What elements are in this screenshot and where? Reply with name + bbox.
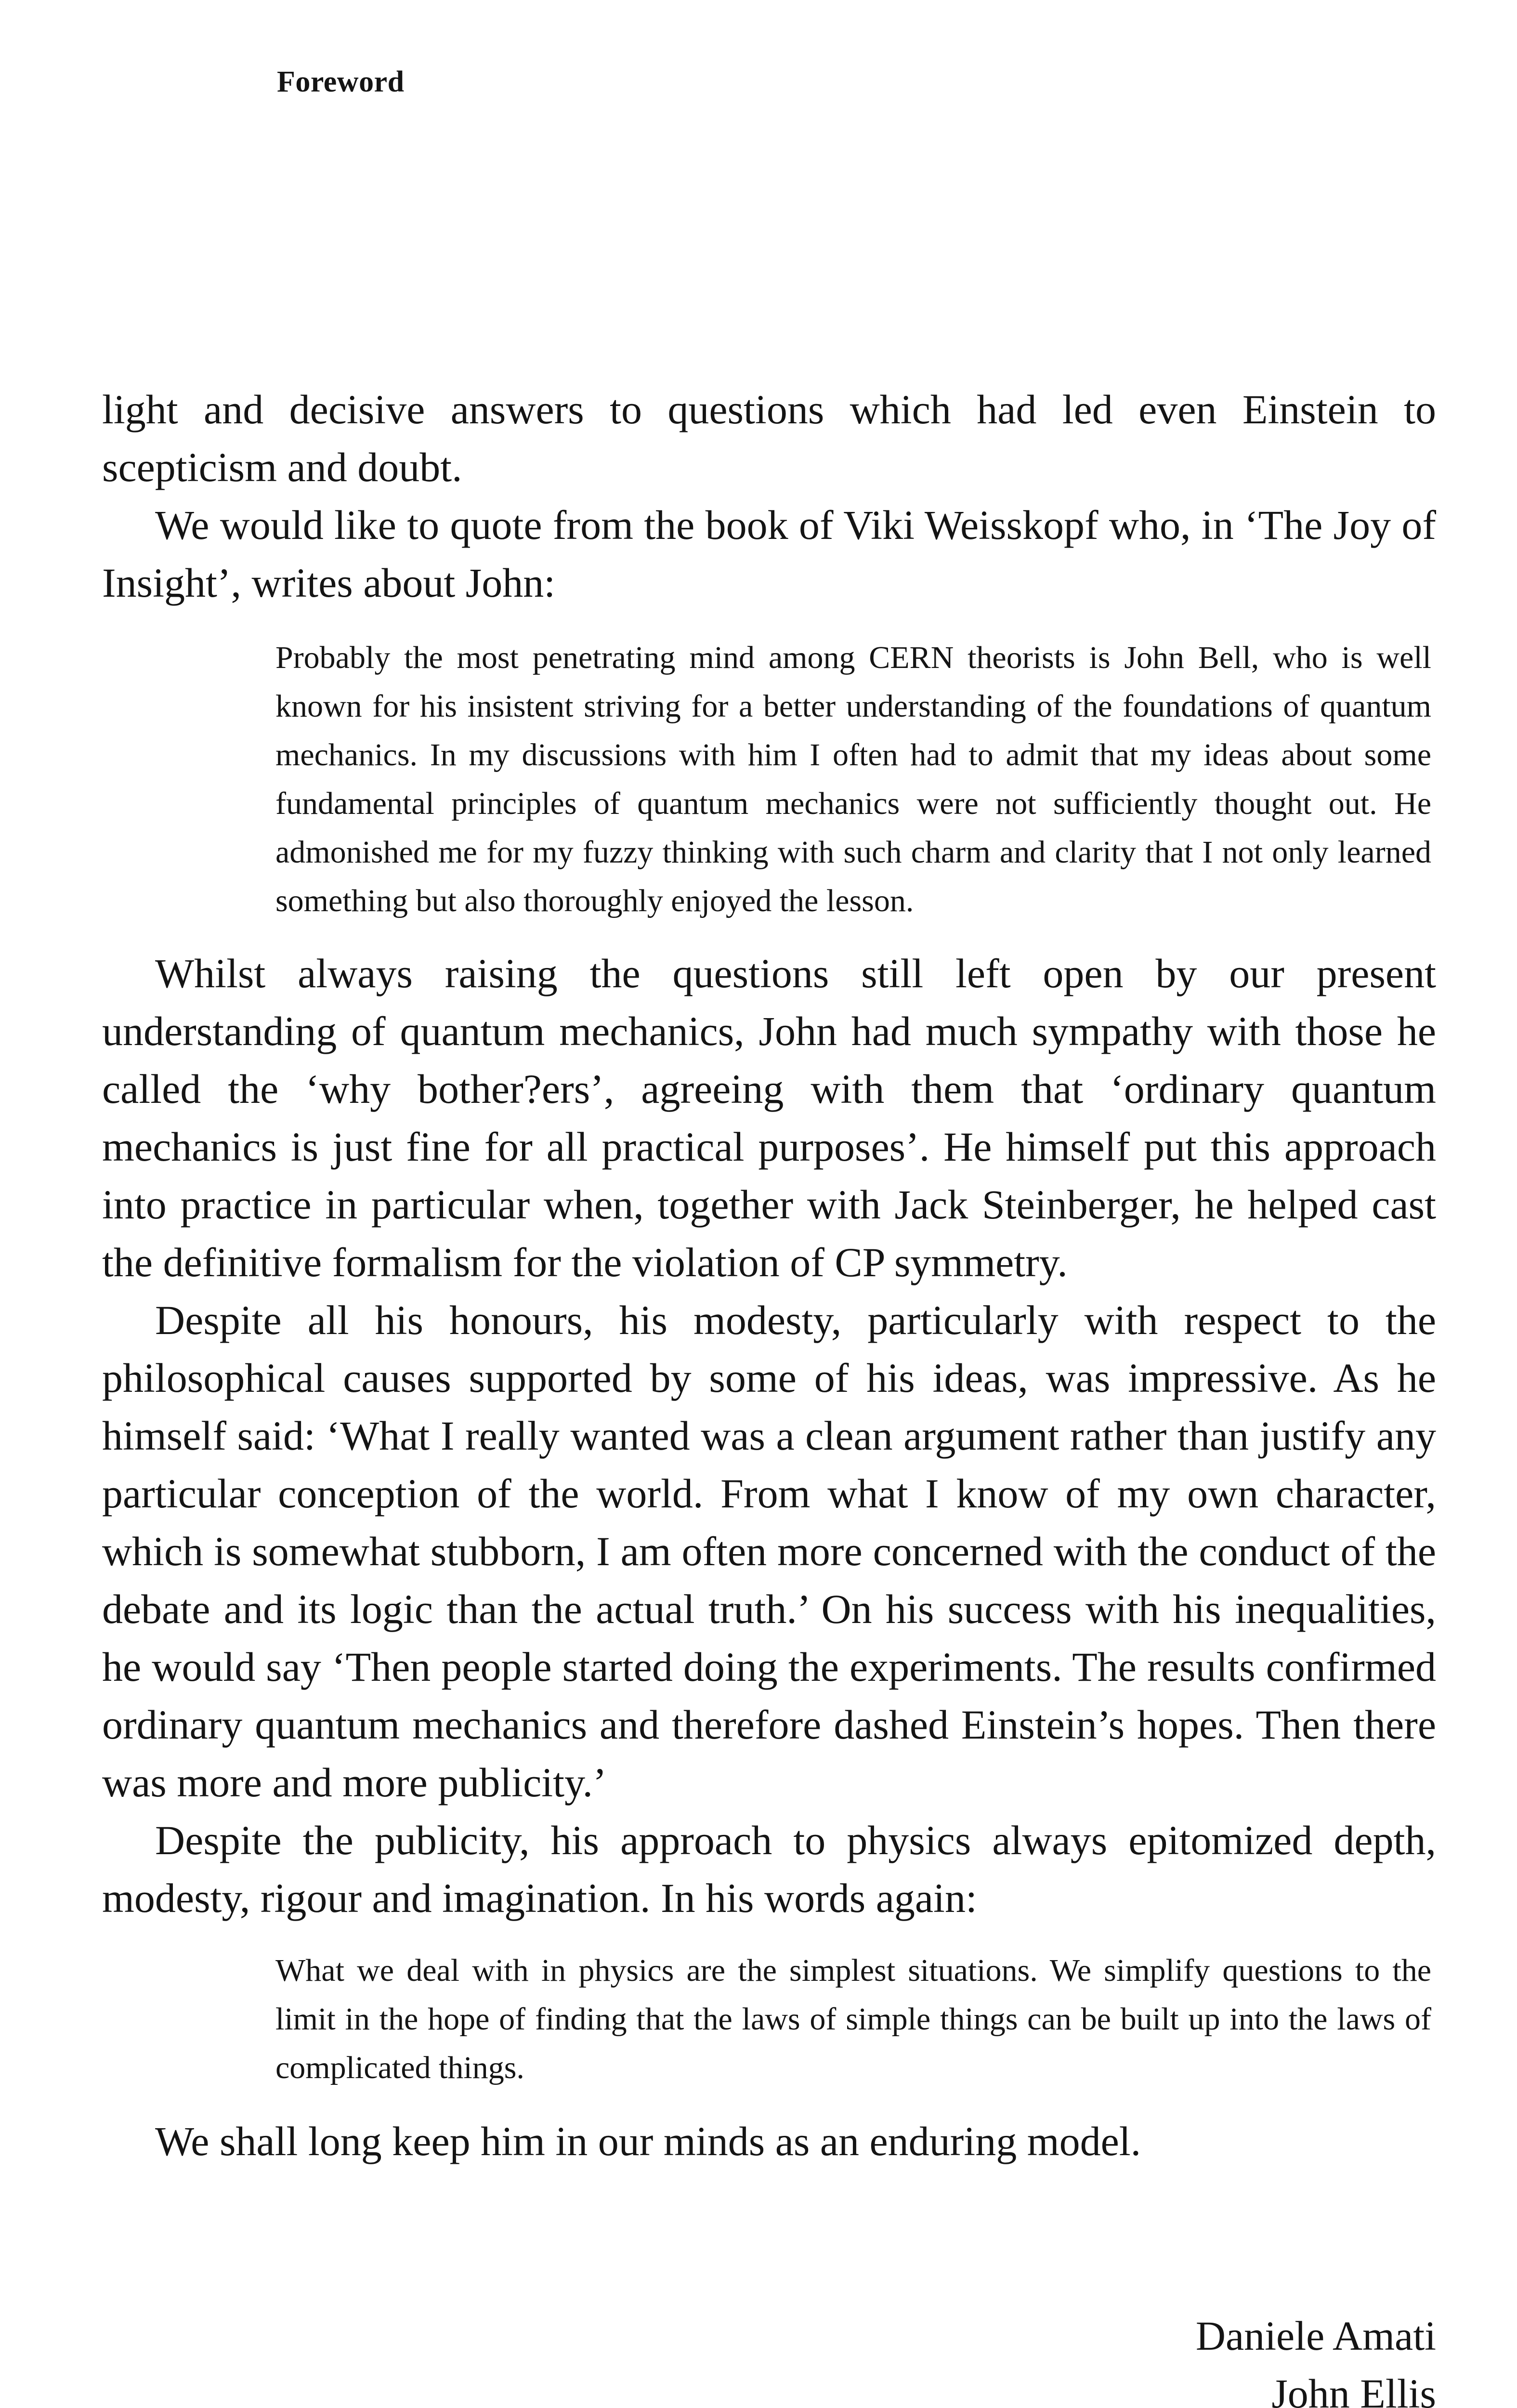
paragraph-closing: We shall long keep him in our minds as an enduring model. xyxy=(155,2118,1141,2164)
block-quote-weisskopf: Probably the most penetrating mind among CERN theorists is John Bell, who is well known for his insistent striving for a better understanding of the foundations of quantum mechanics. In my discussions with him I often had to admit that my ideas about some fundamental principles of quantum mechanics were not sufficiently thought out. He admonished me for my fuzzy thinking with such charm and clarity that I not only learned something but also thoroughly enjoyed the lesson. xyxy=(275,640,1431,918)
paragraph-weisskopf-intro: We would like to quote from the book of Viki Weisskopf who, in ‘The Joy of Insight’, writes about John: xyxy=(102,502,1436,606)
block-quote-bell: What we deal with in physics are the simplest situations. We simplify questions to the limit in the hope of finding that the laws of simple things can be built up into the laws of complicated things. xyxy=(275,1953,1431,2085)
paragraph-why-botherers: Whilst always raising the questions still left open by our present understanding of quantum mechanics, John had much sympathy with those he called the ‘why bother?ers’, agreeing with them that ‘ordinary quantum mechanics is just fine for all practical purposes’. He himself put this approach into practice in particular when, together with Jack Steinberger, he helped cast the definitive formalism for the violation of CP symmetry. xyxy=(102,950,1436,1285)
paragraph-modesty: Despite all his honours, his modesty, particularly with respect to the philosophical causes supported by some of his ideas, was impressive. As he himself said: ‘What I really wanted was a clean argument rather than justify any particular conception of the world. From what I know of my own character, which is somewhat stubborn, I am often more concerned with the conduct of the debate and its logic than the actual truth.’ On his success with his inequalities, he would say ‘Then people started doing the experiments. The results confirmed ordinary quantum mechanics and therefore dashed Einstein’s hopes. Then there was more and more publicity.’ xyxy=(102,1297,1436,1806)
paragraph-continuation: light and decisive answers to questions which had led even Einstein to scepticism and doubt. xyxy=(102,386,1436,490)
signature-john-ellis: John Ellis xyxy=(1271,2370,1436,2408)
paragraph-publicity: Despite the publicity, his approach to physics always epitomized depth, modesty, rigour and imagination. In his words again: xyxy=(102,1817,1436,1921)
signature-daniele-amati: Daniele Amati xyxy=(1195,2313,1436,2359)
signature-block xyxy=(1196,2307,1436,2408)
foreword-body xyxy=(102,380,1436,2170)
running-head: Foreword xyxy=(277,65,405,98)
